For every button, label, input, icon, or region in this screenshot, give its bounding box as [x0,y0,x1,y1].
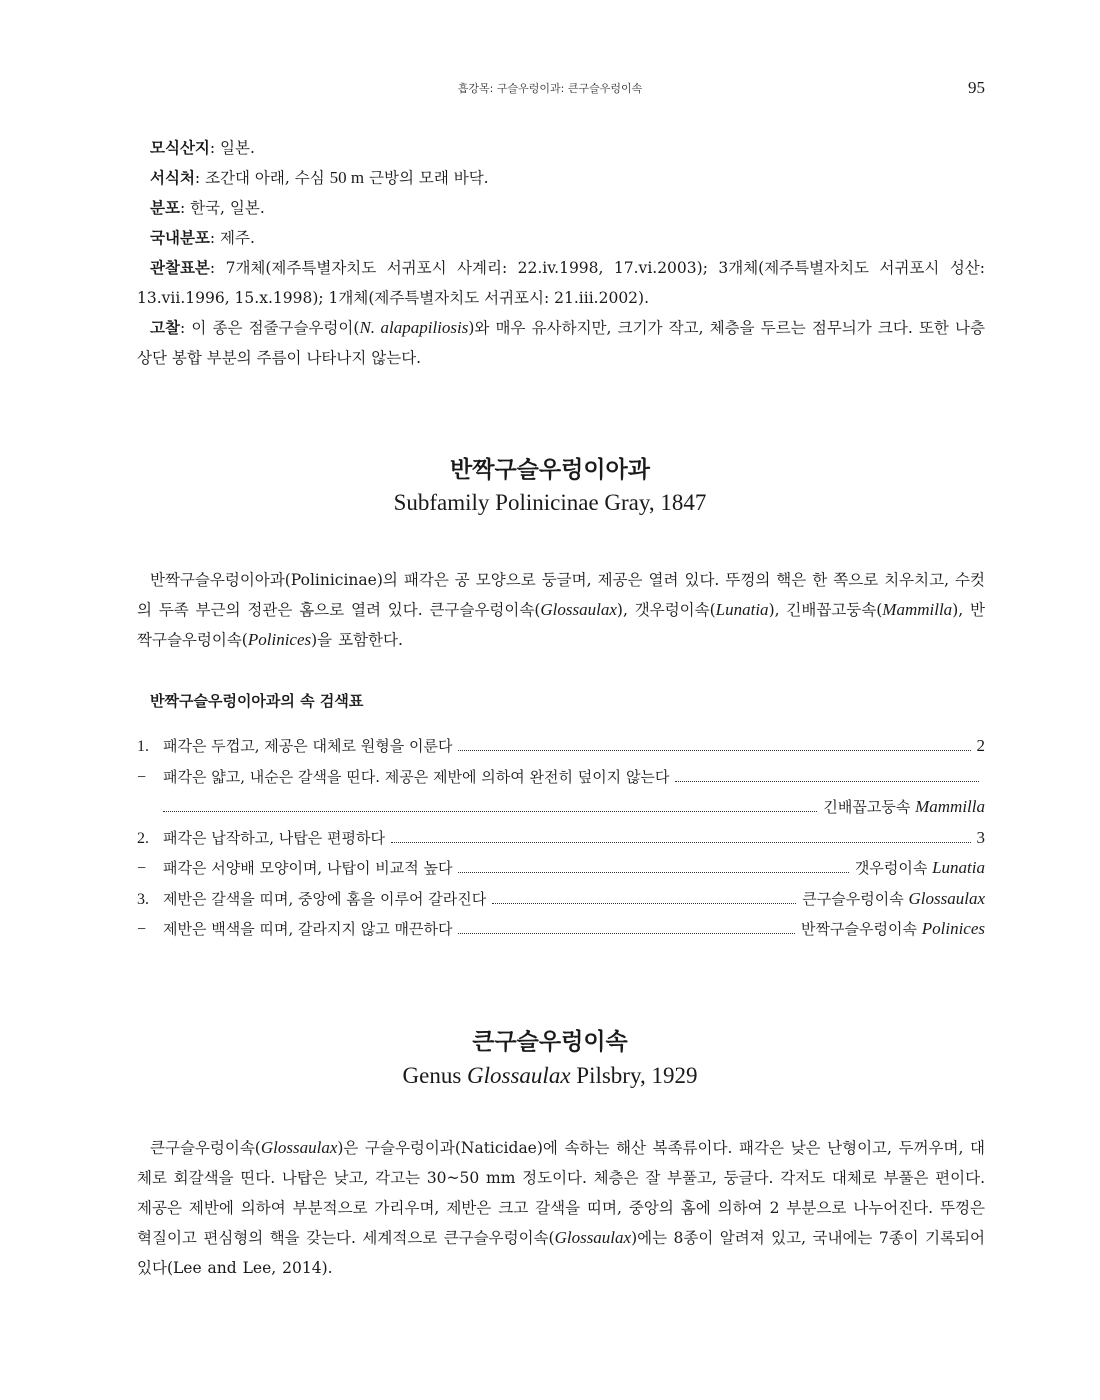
key-row-result [795,918,985,939]
genus-name-glossaulax: Glossaulax [540,600,617,619]
genus-name-lunatia: Lunatia [715,600,769,619]
remarks-label: 고찰 [150,318,180,337]
key-row [137,766,985,797]
key-row [137,888,985,919]
key-row-number: − [137,860,147,877]
habitat-value-c: 근방의 모래 바닥. [364,169,489,187]
remarks-text-b: )와 매우 유사하지만, 크기가 작고, 체층을 두르는 점무늬가 크다. 또한 나층 상단 봉합 부분의 주름이 나타나지 않는다. [137,319,985,367]
type-locality-value: : 일본. [209,139,255,157]
distribution-line [137,193,985,223]
subfamily-text-e: )을 포함한다. [311,631,403,649]
type-locality-label: 모식산지 [150,138,210,157]
subfamily-paragraph [137,565,985,655]
page-number: 95 [968,78,985,97]
key-row-result-value: Glossaulax [908,888,985,908]
key-row-result-value: 3 [976,827,985,847]
key-row-leader [391,842,971,843]
key-row-result-ko: 큰구슬우렁이속 [802,889,909,908]
domestic-distribution-value: : 제주. [209,229,255,247]
key-row-number: 3. [137,890,149,908]
specimens-label: 관찰표본 [150,258,210,277]
genus-title-en-italic: Glossaulax [467,1063,571,1088]
key-row-result [971,736,986,756]
remarks-species-name: N. alapapiliosis [359,318,469,337]
key-row-result-ko: 갯우렁이속 [854,859,933,877]
key-row-number: 1. [137,738,149,755]
key-row [137,918,985,949]
key-row-number: 2. [137,829,149,847]
identification-key [137,735,985,949]
key-row [137,796,985,827]
domestic-distribution-label: 국내분포 [150,228,210,247]
distribution-value: : 한국, 일본. [179,199,265,217]
subfamily-text-a: 반짝구슬우렁이아과(Polinicinae)의 패각은 공 모양으로 둥글며, 제공은 열려 있다. 뚜껑의 핵은 한 쪽으로 치우치고, 수컷의 두족 부근의 정관은 홈으로 열려 있다. 큰구슬우렁이속( [137,571,985,619]
key-row [137,857,985,888]
distribution-label: 분포 [150,198,180,217]
key-row-result-value: Lunatia [932,858,985,877]
key-row-leader [458,933,795,934]
key-title: 반짝구슬우렁이아과의 속 검색표 [150,692,364,710]
subfamily-description [137,565,985,655]
key-row-description: 제반은 백색을 띠며, 갈라지지 않고 매끈하다 [163,920,453,938]
key-row-result-value: 2 [976,736,985,755]
remarks-text-a: : 이 종은 점줄구슬우렁이( [179,319,360,337]
key-row-description: 패각은 납작하고, 나탑은 편평하다 [163,828,385,847]
habitat-line [137,163,985,193]
subfamily-text-d: ), 반짝구슬우렁이속( [137,601,985,649]
key-row-number: − [137,768,147,786]
key-row-result [817,796,985,817]
habitat-value-b: 50 m [329,168,365,187]
domestic-distribution-line [137,223,985,253]
genus-title-en-b: Pilsbry, 1929 [570,1063,698,1088]
key-row-result-value: Polinices [921,919,985,938]
key-row-result [849,857,985,878]
key-row-description: 패각은 두껍고, 제공은 대체로 원형을 이룬다 [163,737,453,755]
habitat-label: 서식처 [150,168,195,187]
genus-title-ko: 큰구슬우렁이속 [472,1029,628,1055]
key-row-leader [458,750,970,751]
subfamily-title-ko: 반짝구슬우렁이아과 [450,457,650,483]
habitat-value-a: : 조간대 아래, 수심 [194,169,330,187]
specimens-line [137,253,985,313]
key-row [137,735,985,766]
key-row-description: 패각은 얇고, 내순은 갈색을 띤다. 제공은 제반에 의하여 완전히 덮이지 않는다 [163,767,670,786]
key-row-leader [163,811,817,812]
genus-name-glossaulax-2: Glossaulax [554,1228,632,1247]
key-row-result-ko: 반짝구슬우렁이속 [801,920,922,938]
genus-text-a: 큰구슬우렁이속( [150,1139,261,1157]
genus-text-b: )은 구슬우렁이과(Naticidae)에 속하는 해산 복족류이다. 패각은 낮은 난형이고, 두꺼우며, 대체로 회갈색을 띤다. 나탑은 낮고, 각고는 30~50 mm 정도이다. 체층은 잘 부풀고, 둥글다. 각저도 대체로 부풀은 편이다. 제공은 제반에 의하여 부분적으로 가리우며, 제반은 크고 갈색을 띠며, 중앙의 홈에 의하여 2 부분으로 나누어진다. 뚜껑은 혁질이고 편심형의 핵을 갖는다. 세계적으로 큰구슬우렁이속( [137,1139,985,1247]
specimens-value: : 7개체(제주특별자치도 서귀포시 사계리: 22.iv.1998, 17.vi.2003); 3개체(제주특별자치도 서귀포시 성산: 13.vii.1996, 15.x.1998); 1개체(제주특별자치도 서귀포시: 21.iii.2002). [137,259,985,307]
genus-name-glossaulax: Glossaulax [260,1138,338,1157]
key-row-result [796,888,985,909]
genus-name-mammilla: Mammilla [882,600,953,619]
genus-description [137,1133,985,1283]
key-row-leader [458,872,848,873]
key-row [137,827,985,858]
species-fields [137,133,985,373]
genus-text-c: )에는 8종이 알려져 있고, 국내에는 7종이 기록되어 있다(Lee and Lee, 2014). [137,1229,985,1277]
running-head: 흡강목: 구슬우렁이과: 큰구슬우렁이속 [457,82,643,95]
key-row-leader [675,781,979,782]
genus-title-en [0,1063,1100,1089]
key-row-result-ko: 긴배꼽고둥속 [823,798,916,816]
subfamily-text-b: ), 갯우렁이속( [616,601,716,619]
type-locality-line [137,133,985,163]
key-row-number: − [137,921,147,938]
key-row-result [971,828,986,848]
key-row-description: 제반은 갈색을 띠며, 중앙에 홈을 이루어 갈라진다 [163,889,487,908]
genus-title-en-a: Genus [402,1063,468,1088]
genus-paragraph [137,1133,985,1283]
key-row-leader [492,903,796,904]
key-row-description: 패각은 서양배 모양이며, 나탑이 비교적 높다 [163,859,453,877]
subfamily-text-c: ), 긴배꼽고둥속( [768,601,883,619]
key-row-result-value: Mammilla [915,797,985,816]
remarks-line [137,313,985,373]
genus-name-polinices: Polinices [247,630,312,649]
subfamily-title-en: Subfamily Polinicinae Gray, 1847 [393,490,707,515]
